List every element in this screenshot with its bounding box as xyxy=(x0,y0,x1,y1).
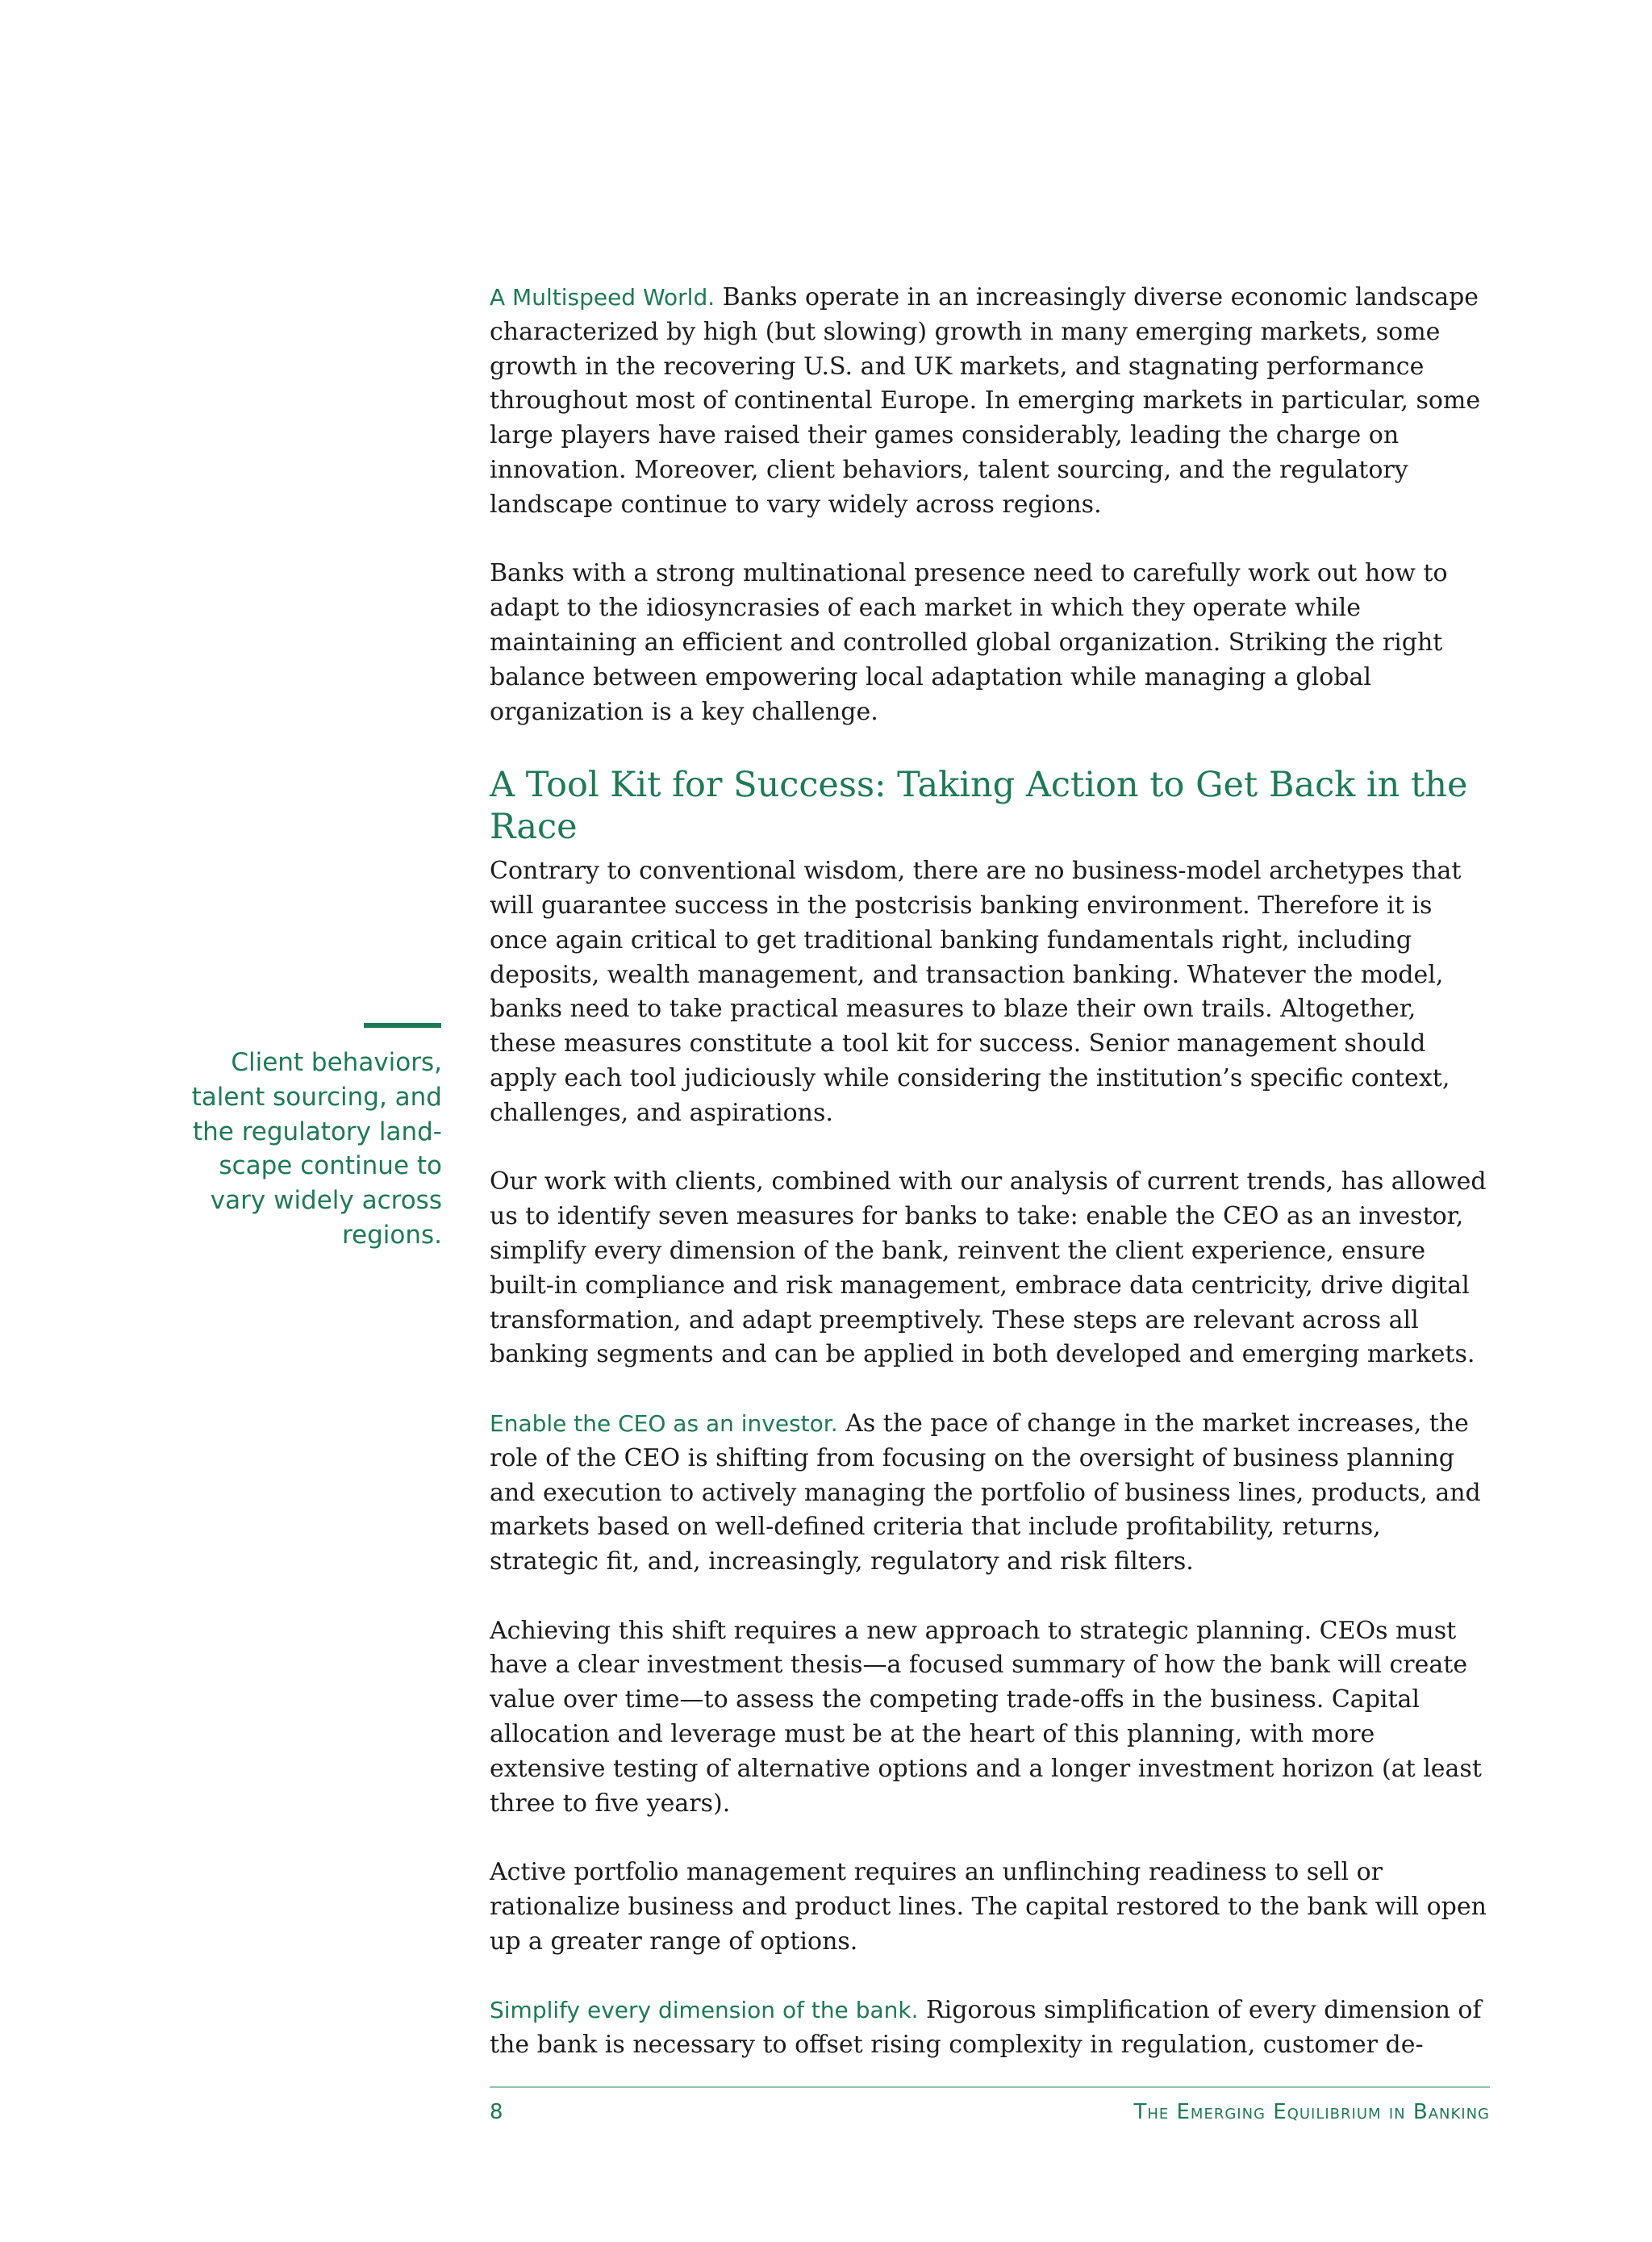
paragraph-lead: Enable the CEO as an investor. xyxy=(490,1409,838,1437)
paragraph-lead: Simplify every dimension of the bank. xyxy=(490,1997,919,2024)
paragraph-lead: A Multispeed World. xyxy=(490,284,715,311)
paragraph-enable-ceo xyxy=(490,1407,1490,1580)
page-number: 8 xyxy=(490,2100,503,2124)
paragraph-body: Rigorous simplification of every dimension of the bank is necessary to offset rising complexity in regulation, customer de- xyxy=(490,1996,1482,2060)
paragraph: Banks with a strong multinational presence need to carefully work out how to adapt to the idiosyncrasies of each market in which they operate while maintaining an efficient and controlled global organization. Striking the right balance between empowering local adaptation while managing a global organization is a key challenge. xyxy=(490,559,1448,726)
pullquote: Client behaviors, talent sourcing, and the regulatory land-scape continue to vary widely across regions. xyxy=(191,1048,442,1250)
running-footer-title: The Emerging Equilibrium in Banking xyxy=(1133,2100,1490,2124)
paragraph: Active portfolio management requires an unflinching readiness to sell or rationalize business and product lines. The capital restored to the bank will open up a greater range of options. xyxy=(490,1858,1487,1956)
paragraph-simplify xyxy=(490,1994,1490,2063)
paragraph-multispeed-world xyxy=(490,281,1490,523)
section-heading: A Tool Kit for Success: Taking Action to Get Back in the Race xyxy=(490,765,1468,848)
paragraph: Contrary to conventional wisdom, there are no business-model archetypes that will guarantee success in the postcrisis banking environment. Therefore it is once again critical to get traditional banking fundamentals right, including deposits, wealth management, and transaction banking. Whatever the model, banks need to take practical measures to blaze their own trails. Altogether, these measures constitute a tool kit for success. Senior management should apply each tool judiciously while considering the institution’s specific context, challenges, and aspirations. xyxy=(490,857,1462,1127)
paragraph: Our work with clients, combined with our analysis of current trends, has allowed us to identify seven measures for banks to take: enable the CEO as an investor, simplify every dimension of the bank, reinvent the client experience, ensure built-in compliance and risk management, embrace data centricity, drive digital transformation, and adapt preemptively. These steps are relevant across all banking segments and can be applied in both developed and emerging markets. xyxy=(490,1167,1487,1369)
paragraph: Achieving this shift requires a new approach to strategic planning. CEOs must have a clear investment thesis—a focused summary of how the bank will create value over time—to assess the competing trade-offs in the business. Capital allocation and leverage must be at the heart of this planning, with more extensive testing of alternative options and a longer investment horizon (at least three to five years). xyxy=(490,1616,1482,1818)
paragraph-body: Banks operate in an increasingly diverse economic landscape characterized by high (but slowing) growth in many emerging markets, some growth in the recovering U.S. and UK markets, and stagnating performance throughout most of continental Europe. In emerging markets in particular, some large players have raised their games considerably, leading the charge on innovation. Moreover, client behaviors, talent sourcing, and the regulatory landscape continue to vary widely across regions. xyxy=(490,283,1481,519)
main-column xyxy=(490,281,1490,2098)
footer-rule xyxy=(490,2086,1490,2088)
pullquote-rule xyxy=(364,1023,441,1028)
paragraph-body: As the pace of change in the market increases, the role of the CEO is shifting from focusing on the oversight of business planning and execution to actively managing the portfolio of business lines, products, and markets based on well-defined criteria that include profitability, returns, strategic fit, and, increasingly, regulatory and risk filters. xyxy=(490,1409,1481,1576)
